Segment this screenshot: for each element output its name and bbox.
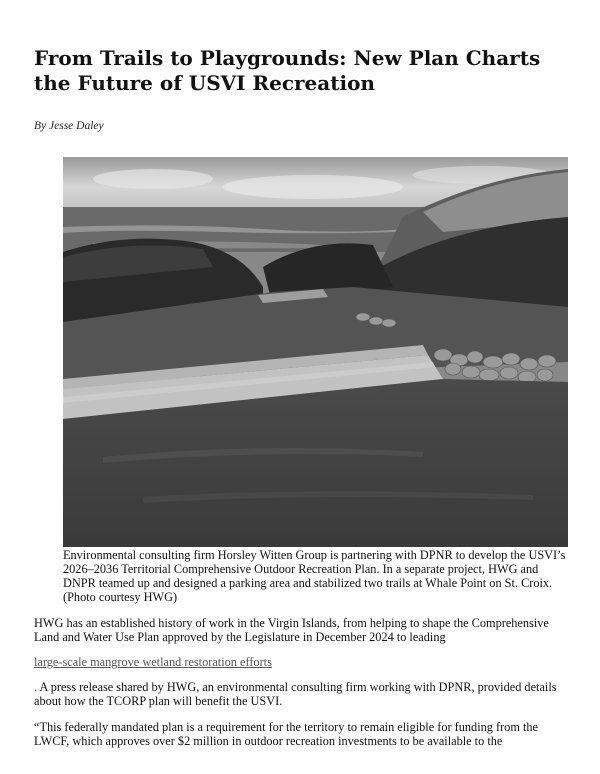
photo-caption: Environmental consulting firm Horsley Witten Group is partnering with DPNR to develop the USVI’s 2026–2036 Territorial Comprehensive Outdoor Recreation Plan. In a separate project, HWG and DNPR teamed up and designed a parking area and stabilized two trails at Whale Point on St. Croix. (Photo courtesy HWG) (63, 548, 566, 604)
article-paragraph: . A press release shared by HWG, an environmental consulting firm working with DPNR, provided details about how the TCORP plan will benefit the USVI. (34, 680, 557, 708)
mangrove-restoration-link[interactable]: large-scale mangrove wetland restoration efforts (34, 655, 272, 669)
article-paragraph: HWG has an established history of work in the Virgin Islands, from helping to shape the Comprehensive Land and Water Use Plan approved by the Legislature in December 2024 to leading (34, 616, 549, 644)
article-headline: From Trails to Playgrounds: New Plan Charts the Future of USVI Recreation (34, 46, 541, 95)
mangrove-restoration-link-wrapper (34, 655, 272, 669)
article-photo (63, 157, 568, 547)
article-byline: By Jesse Daley (34, 120, 104, 132)
article-paragraph: “This federally mandated plan is a requirement for the territory to remain eligible for funding from the LWCF, which approves over $2 million in outdoor recreation investments to be available to the (34, 720, 538, 748)
